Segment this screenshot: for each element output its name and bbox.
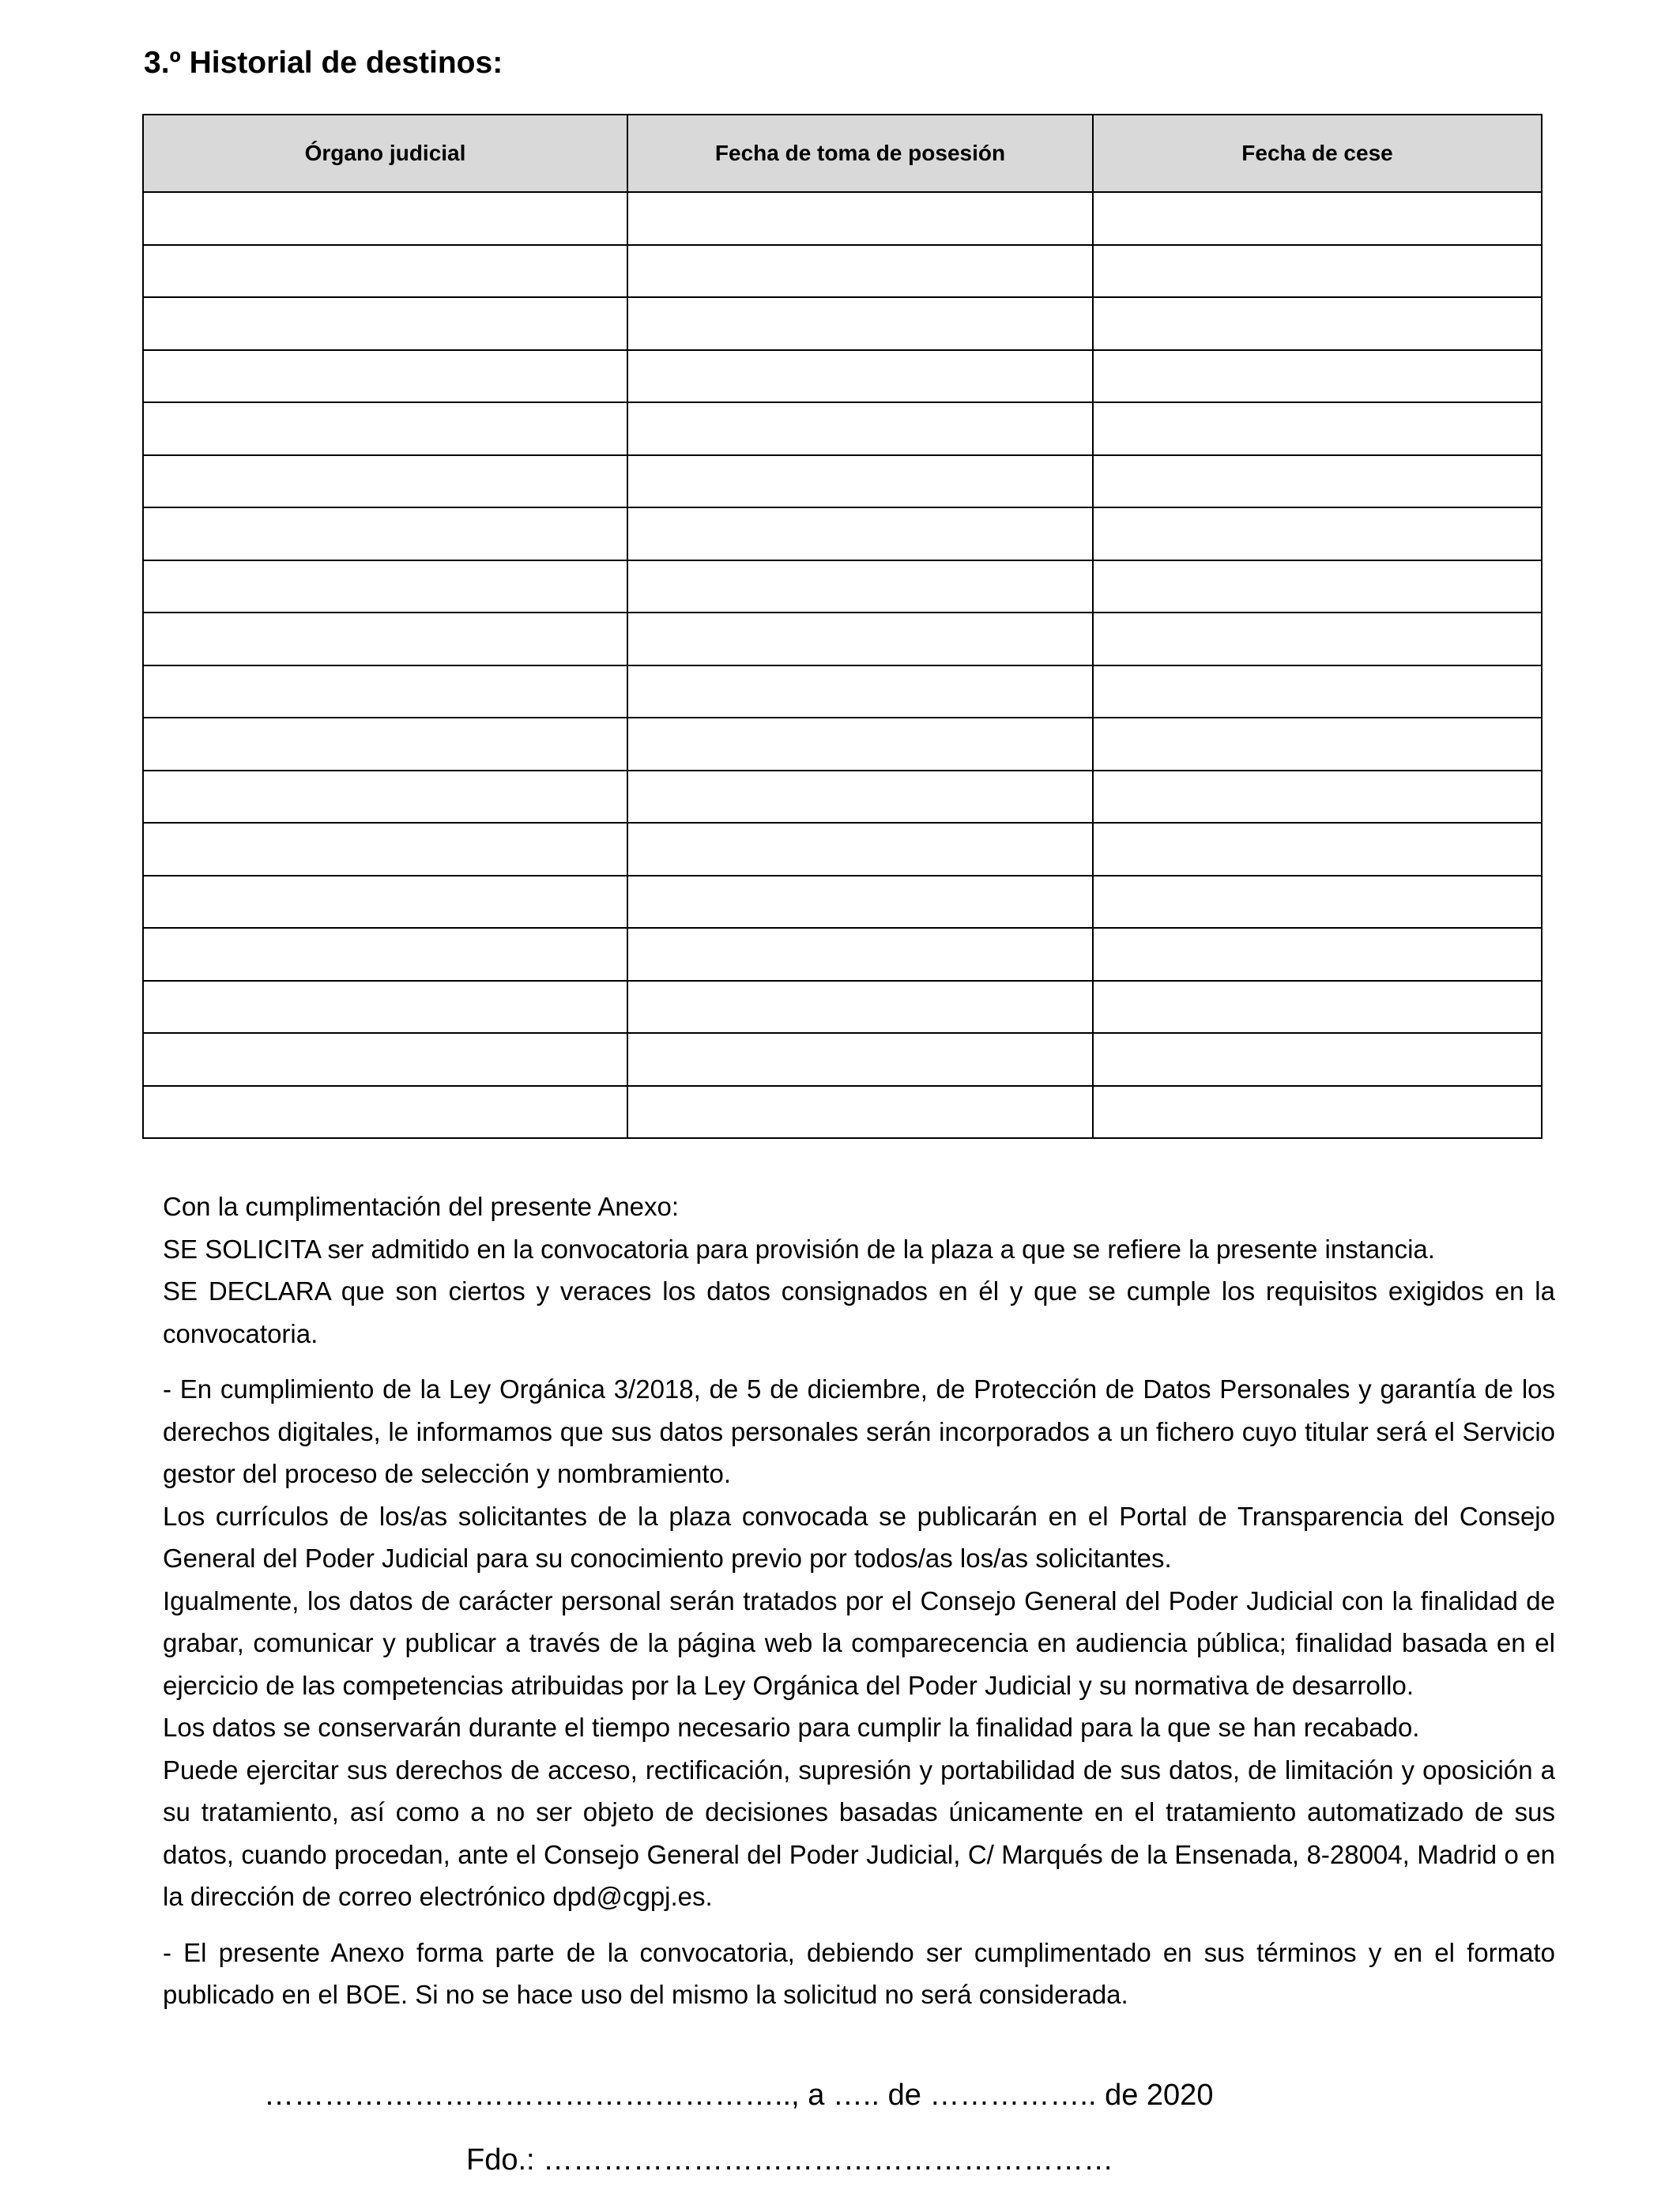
organo-cell[interactable] — [143, 928, 627, 981]
destinos-table-body — [143, 192, 1542, 1138]
header-fecha-cese: Fecha de cese — [1093, 115, 1542, 192]
organo-cell[interactable] — [143, 823, 627, 876]
conservacion-paragraph: Los datos se conservarán durante el tiempo necesario para cumplir la finalidad para la que se han recabado. — [163, 1713, 1420, 1742]
fecha-posesion-cell[interactable] — [627, 455, 1093, 508]
table-row — [143, 455, 1542, 508]
fecha-posesion-cell[interactable] — [627, 1086, 1093, 1139]
organo-cell[interactable] — [143, 613, 627, 665]
fecha-posesion-cell[interactable] — [627, 245, 1093, 298]
organo-cell[interactable] — [143, 507, 627, 560]
table-row — [143, 771, 1542, 824]
date-line: …………………………………………….., a ….. de …………….. de 2020 — [264, 2079, 1214, 2112]
table-row — [143, 823, 1542, 876]
fecha-posesion-cell[interactable] — [627, 981, 1093, 1034]
fecha-cese-cell[interactable] — [1093, 613, 1542, 665]
table-row — [143, 245, 1542, 298]
organo-cell[interactable] — [143, 560, 627, 613]
header-organo-judicial: Órgano judicial — [143, 115, 627, 192]
solicita-paragraph: SE SOLICITA ser admitido en la convocatoria para provisión de la plaza a que se refiere la presente instancia. — [163, 1234, 1435, 1264]
table-row — [143, 613, 1542, 665]
fecha-cese-cell[interactable] — [1093, 560, 1542, 613]
organo-cell[interactable] — [143, 876, 627, 929]
fecha-posesion-cell[interactable] — [627, 771, 1093, 824]
table-row — [143, 876, 1542, 929]
organo-cell[interactable] — [143, 297, 627, 350]
fecha-posesion-cell[interactable] — [627, 665, 1093, 718]
fecha-cese-cell[interactable] — [1093, 245, 1542, 298]
fecha-cese-cell[interactable] — [1093, 718, 1542, 771]
organo-cell[interactable] — [143, 350, 627, 403]
header-fecha-toma-posesion: Fecha de toma de posesión — [627, 115, 1093, 192]
organo-cell[interactable] — [143, 402, 627, 455]
table-row — [143, 297, 1542, 350]
table-row — [143, 1086, 1542, 1139]
derechos-paragraph: Puede ejercitar sus derechos de acceso, rectificación, supresión y portabilidad de sus datos, de limitación y oposición a su tratamiento, así como a no ser objeto de decisiones basadas únicamente en el tratamiento automatizado de sus datos, cuando procedan, ante el Consejo General del Poder Judicial, C/ Marqués de la Ensenada, 8-28004, Madrid o en la dirección de correo electrónico dpd@cgpj.es. — [163, 1755, 1555, 1911]
organo-cell[interactable] — [143, 665, 627, 718]
fecha-cese-cell[interactable] — [1093, 350, 1542, 403]
fecha-posesion-cell[interactable] — [627, 823, 1093, 876]
fecha-cese-cell[interactable] — [1093, 455, 1542, 508]
table-row — [143, 507, 1542, 560]
table-row — [143, 928, 1542, 981]
intro-paragraph: Con la cumplimentación del presente Anexo: — [163, 1192, 680, 1221]
destinos-table — [142, 114, 1543, 1139]
fecha-cese-cell[interactable] — [1093, 665, 1542, 718]
fecha-cese-cell[interactable] — [1093, 507, 1542, 560]
declara-paragraph: SE DECLARA que son ciertos y veraces los datos consignados en él y que se cumple los requisitos exigidos en la convocatoria. — [163, 1276, 1555, 1348]
table-row — [143, 718, 1542, 771]
table-row — [143, 665, 1542, 718]
table-row — [143, 981, 1542, 1034]
fecha-posesion-cell[interactable] — [627, 560, 1093, 613]
fecha-posesion-cell[interactable] — [627, 613, 1093, 665]
fecha-cese-cell[interactable] — [1093, 1086, 1542, 1139]
fecha-posesion-cell[interactable] — [627, 350, 1093, 403]
fecha-cese-cell[interactable] — [1093, 402, 1542, 455]
section-title: 3.º Historial de destinos: — [144, 46, 503, 80]
table-row — [143, 350, 1542, 403]
igualmente-paragraph: Igualmente, los datos de carácter personal serán tratados por el Consejo General del Poder Judicial con la finalidad de grabar, comunicar y publicar a través de la página web la comparecencia en audiencia pública; finalidad basada en el ejercicio de las competencias atribuidas por la Ley Orgánica del Poder Judicial y su normativa de desarrollo. — [163, 1585, 1555, 1700]
signature-line: Fdo.: ………………………………………………… — [466, 2143, 1114, 2177]
fecha-posesion-cell[interactable] — [627, 928, 1093, 981]
organo-cell[interactable] — [143, 981, 627, 1034]
fecha-posesion-cell[interactable] — [627, 297, 1093, 350]
fecha-posesion-cell[interactable] — [627, 507, 1093, 560]
table-row — [143, 402, 1542, 455]
organo-cell[interactable] — [143, 1086, 627, 1139]
anexo-paragraph: - El presente Anexo forma parte de la convocatoria, debiendo ser cumplimentado en sus términos y en el formato publicado en el BOE. Si no se hace uso del mismo la solicitud no será considerada. — [163, 1937, 1555, 2009]
table-row — [143, 192, 1542, 245]
table-row — [143, 1033, 1542, 1086]
fecha-cese-cell[interactable] — [1093, 928, 1542, 981]
curriculos-paragraph: Los currículos de los/as solicitantes de la plaza convocada se publicarán en el Portal de Transparencia del Consejo General del Poder Judicial para su conocimiento previo por todos/as los/as solicitantes. — [163, 1501, 1555, 1573]
table-header-row — [143, 115, 1542, 192]
proteccion-datos-paragraph: - En cumplimiento de la Ley Orgánica 3/2018, de 5 de diciembre, de Protección de Datos Personales y garantía de los derechos digitales, le informamos que sus datos personales serán incorporados a un fichero cuyo titular será el Servicio gestor del proceso de selección y nombramiento. — [163, 1374, 1555, 1488]
organo-cell[interactable] — [143, 245, 627, 298]
declaration-text — [163, 1186, 1555, 2016]
organo-cell[interactable] — [143, 455, 627, 508]
fecha-cese-cell[interactable] — [1093, 1033, 1542, 1086]
fecha-cese-cell[interactable] — [1093, 771, 1542, 824]
fecha-cese-cell[interactable] — [1093, 823, 1542, 876]
organo-cell[interactable] — [143, 192, 627, 245]
fecha-posesion-cell[interactable] — [627, 1033, 1093, 1086]
organo-cell[interactable] — [143, 771, 627, 824]
fecha-cese-cell[interactable] — [1093, 981, 1542, 1034]
fecha-posesion-cell[interactable] — [627, 192, 1093, 245]
fecha-cese-cell[interactable] — [1093, 192, 1542, 245]
fecha-posesion-cell[interactable] — [627, 718, 1093, 771]
fecha-posesion-cell[interactable] — [627, 876, 1093, 929]
organo-cell[interactable] — [143, 718, 627, 771]
table-row — [143, 560, 1542, 613]
organo-cell[interactable] — [143, 1033, 627, 1086]
fecha-cese-cell[interactable] — [1093, 297, 1542, 350]
fecha-cese-cell[interactable] — [1093, 876, 1542, 929]
fecha-posesion-cell[interactable] — [627, 402, 1093, 455]
